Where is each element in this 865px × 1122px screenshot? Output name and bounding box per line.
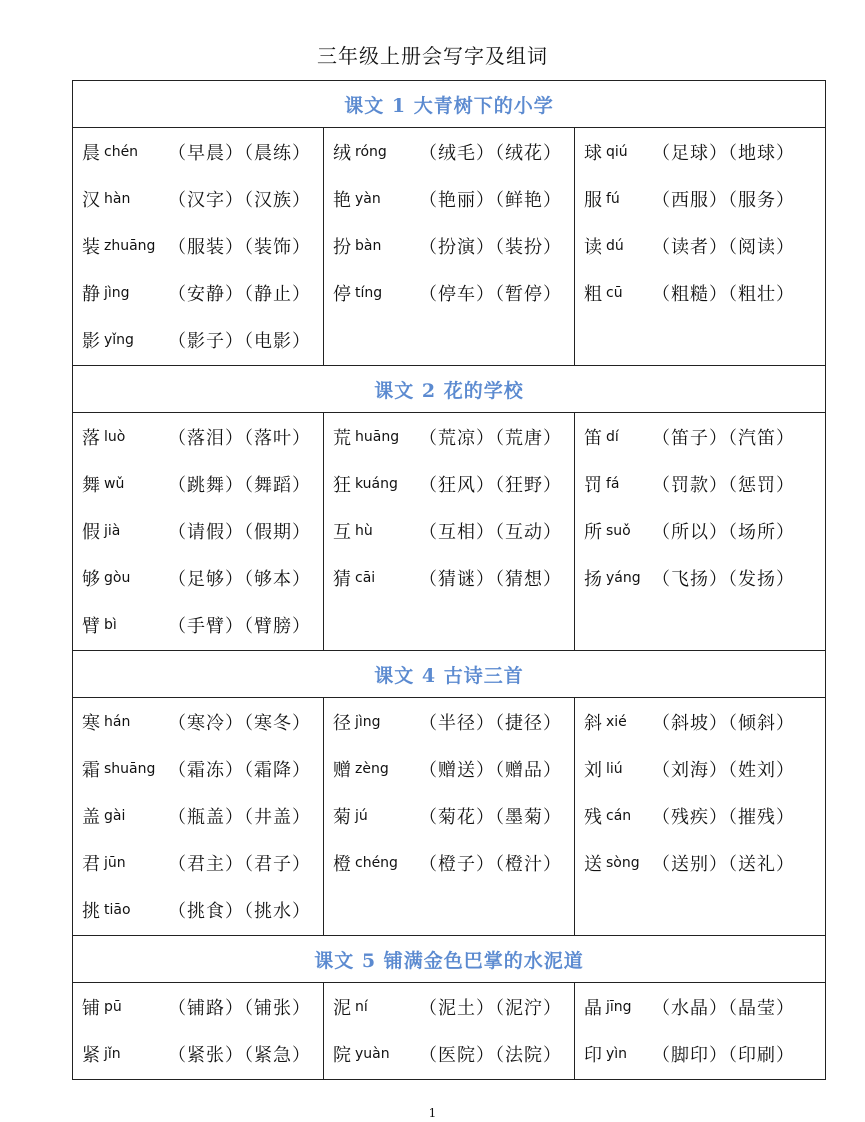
vocab-pinyin: hán bbox=[104, 713, 131, 730]
vocab-entry bbox=[575, 698, 825, 745]
vocab-words: （残疾）（摧残） bbox=[652, 806, 795, 828]
vocab-pinyin: yuàn bbox=[355, 1045, 390, 1062]
vocab-entry bbox=[575, 175, 825, 222]
vocab-words: （送别）（送礼） bbox=[652, 853, 795, 875]
vocab-pinyin: bì bbox=[104, 616, 117, 633]
vocab-words: （跳舞）（舞蹈） bbox=[168, 474, 311, 496]
vocab-words: （橙子）（橙汁） bbox=[419, 853, 562, 875]
vocab-character: 君 bbox=[82, 853, 100, 875]
vocab-words: （互相）（互动） bbox=[419, 521, 562, 543]
vocab-entry bbox=[73, 269, 323, 316]
vocab-entry bbox=[73, 601, 323, 648]
vocab-pinyin: jūn bbox=[104, 854, 126, 871]
lesson-column bbox=[324, 983, 575, 1080]
vocab-entry bbox=[324, 128, 574, 175]
vocab-entry bbox=[73, 983, 323, 1030]
lesson-column bbox=[73, 983, 324, 1080]
vocab-words: （斜坡）（倾斜） bbox=[652, 712, 795, 734]
vocab-entry bbox=[575, 839, 825, 886]
vocab-entry bbox=[73, 745, 323, 792]
lesson-heading: 课文 1 大青树下的小学 bbox=[73, 81, 826, 128]
vocab-entry bbox=[73, 886, 323, 933]
vocab-character: 互 bbox=[333, 521, 351, 543]
vocab-pinyin: cāi bbox=[355, 569, 376, 586]
vocabulary-table bbox=[72, 80, 826, 1080]
vocab-entry bbox=[324, 175, 574, 222]
vocab-words: （请假）（假期） bbox=[168, 521, 311, 543]
vocab-pinyin: gài bbox=[104, 807, 126, 824]
vocab-pinyin: ní bbox=[355, 998, 368, 1015]
vocab-entry bbox=[73, 128, 323, 175]
vocab-entry bbox=[324, 698, 574, 745]
vocab-words: （手臂）（臂膀） bbox=[168, 615, 311, 637]
vocab-character: 服 bbox=[584, 189, 602, 211]
vocab-pinyin: fú bbox=[606, 190, 620, 207]
vocab-pinyin: shuāng bbox=[104, 760, 156, 777]
vocab-words: （君主）（君子） bbox=[168, 853, 311, 875]
vocab-words: （停车）（暂停） bbox=[419, 283, 562, 305]
vocab-character: 泥 bbox=[333, 997, 351, 1019]
vocab-entry bbox=[73, 507, 323, 554]
lesson-body-row bbox=[73, 698, 826, 936]
vocab-words: （汉字）（汉族） bbox=[168, 189, 311, 211]
vocab-entry bbox=[73, 792, 323, 839]
vocab-words: （猜谜）（猜想） bbox=[419, 568, 562, 590]
vocab-words: （泥土）（泥泞） bbox=[419, 997, 562, 1019]
vocab-character: 霜 bbox=[82, 759, 100, 781]
vocab-pinyin: hàn bbox=[104, 190, 131, 207]
vocab-entry bbox=[324, 983, 574, 1030]
vocab-entry bbox=[324, 839, 574, 886]
vocab-entry bbox=[324, 792, 574, 839]
vocab-pinyin: suǒ bbox=[606, 522, 631, 539]
vocab-character: 艳 bbox=[333, 189, 351, 211]
vocab-words: （足球）（地球） bbox=[652, 142, 795, 164]
vocab-words: （影子）（电影） bbox=[168, 330, 311, 352]
vocab-pinyin: wǔ bbox=[104, 475, 125, 492]
lesson-heading: 课文 2 花的学校 bbox=[73, 366, 826, 413]
vocab-pinyin: dú bbox=[606, 237, 624, 254]
vocab-words: （所以）（场所） bbox=[652, 521, 795, 543]
vocab-character: 够 bbox=[82, 568, 100, 590]
vocab-words: （早晨）（晨练） bbox=[168, 142, 311, 164]
vocab-words: （铺路）（铺张） bbox=[168, 997, 311, 1019]
vocab-entry bbox=[575, 983, 825, 1030]
vocab-character: 笛 bbox=[584, 427, 602, 449]
vocab-pinyin: jià bbox=[104, 522, 121, 539]
vocab-pinyin: yáng bbox=[606, 569, 641, 586]
vocab-entry bbox=[324, 413, 574, 460]
vocab-pinyin: jìng bbox=[104, 284, 130, 301]
vocab-character: 所 bbox=[584, 521, 602, 543]
vocab-words: （粗糙）（粗壮） bbox=[652, 283, 795, 305]
vocab-words: （扮演）（装扮） bbox=[419, 236, 562, 258]
vocab-character: 赠 bbox=[333, 759, 351, 781]
vocab-entry bbox=[73, 698, 323, 745]
vocab-pinyin: cū bbox=[606, 284, 623, 301]
vocab-character: 汉 bbox=[82, 189, 100, 211]
lesson-heading-row bbox=[73, 366, 826, 413]
vocab-entry bbox=[73, 413, 323, 460]
vocab-entry bbox=[575, 792, 825, 839]
vocab-pinyin: jīng bbox=[606, 998, 632, 1015]
lesson-column bbox=[575, 698, 826, 936]
vocab-words: （安静）（静止） bbox=[168, 283, 311, 305]
vocab-words: （足够）（够本） bbox=[168, 568, 311, 590]
vocab-entry bbox=[575, 1030, 825, 1077]
vocab-pinyin: jú bbox=[355, 807, 368, 824]
vocab-character: 印 bbox=[584, 1044, 602, 1066]
vocab-entry bbox=[575, 269, 825, 316]
vocab-character: 荒 bbox=[333, 427, 351, 449]
lesson-column bbox=[324, 698, 575, 936]
vocab-entry bbox=[324, 222, 574, 269]
vocab-character: 残 bbox=[584, 806, 602, 828]
vocab-pinyin: hù bbox=[355, 522, 373, 539]
vocab-entry bbox=[575, 128, 825, 175]
vocab-character: 刘 bbox=[584, 759, 602, 781]
vocab-character: 装 bbox=[82, 236, 100, 258]
vocab-words: （赠送）（赠品） bbox=[419, 759, 562, 781]
lesson-heading-row bbox=[73, 651, 826, 698]
vocab-character: 停 bbox=[333, 283, 351, 305]
vocab-entry bbox=[575, 507, 825, 554]
vocab-character: 粗 bbox=[584, 283, 602, 305]
vocab-words: （落泪）（落叶） bbox=[168, 427, 311, 449]
vocab-character: 橙 bbox=[333, 853, 351, 875]
vocab-entry bbox=[73, 222, 323, 269]
vocab-words: （飞扬）（发扬） bbox=[652, 568, 795, 590]
vocab-pinyin: jìng bbox=[355, 713, 381, 730]
vocab-words: （读者）（阅读） bbox=[652, 236, 795, 258]
vocab-pinyin: tiāo bbox=[104, 901, 131, 918]
vocab-pinyin: chéng bbox=[355, 854, 398, 871]
vocab-character: 紧 bbox=[82, 1044, 100, 1066]
vocab-words: （霜冻）（霜降） bbox=[168, 759, 311, 781]
vocab-character: 落 bbox=[82, 427, 100, 449]
vocab-entry bbox=[324, 554, 574, 601]
vocab-words: （艳丽）（鲜艳） bbox=[419, 189, 562, 211]
vocab-character: 斜 bbox=[584, 712, 602, 734]
vocab-entry bbox=[575, 554, 825, 601]
vocab-character: 铺 bbox=[82, 997, 100, 1019]
vocab-words: （笛子）（汽笛） bbox=[652, 427, 795, 449]
vocab-character: 舞 bbox=[82, 474, 100, 496]
lesson-column bbox=[575, 413, 826, 651]
vocab-entry bbox=[73, 1030, 323, 1077]
vocab-character: 读 bbox=[584, 236, 602, 258]
vocab-character: 盖 bbox=[82, 806, 100, 828]
lesson-column bbox=[324, 413, 575, 651]
vocab-words: （西服）（服务） bbox=[652, 189, 795, 211]
lesson-heading: 课文 5 铺满金色巴掌的水泥道 bbox=[73, 936, 826, 983]
vocab-entry bbox=[324, 507, 574, 554]
vocab-words: （寒冷）（寒冬） bbox=[168, 712, 311, 734]
vocab-pinyin: kuáng bbox=[355, 475, 398, 492]
vocab-character: 晶 bbox=[584, 997, 602, 1019]
vocab-words: （紧张）（紧急） bbox=[168, 1044, 311, 1066]
vocab-character: 晨 bbox=[82, 142, 100, 164]
vocab-words: （罚款）（惩罚） bbox=[652, 474, 795, 496]
vocab-pinyin: dí bbox=[606, 428, 619, 445]
vocab-pinyin: zhuāng bbox=[104, 237, 156, 254]
vocab-character: 挑 bbox=[82, 900, 100, 922]
vocab-entry bbox=[575, 460, 825, 507]
vocab-entry bbox=[575, 745, 825, 792]
vocab-pinyin: liú bbox=[606, 760, 623, 777]
vocab-character: 寒 bbox=[82, 712, 100, 734]
lesson-column bbox=[73, 698, 324, 936]
vocab-entry bbox=[575, 413, 825, 460]
vocab-words: （荒凉）（荒唐） bbox=[419, 427, 562, 449]
lesson-body-row bbox=[73, 413, 826, 651]
vocab-character: 送 bbox=[584, 853, 602, 875]
vocab-words: （半径）（捷径） bbox=[419, 712, 562, 734]
vocab-entry bbox=[575, 222, 825, 269]
vocab-pinyin: xié bbox=[606, 713, 627, 730]
vocab-character: 扮 bbox=[333, 236, 351, 258]
lesson-column bbox=[575, 983, 826, 1080]
lesson-column bbox=[575, 128, 826, 366]
vocab-character: 院 bbox=[333, 1044, 351, 1066]
vocab-pinyin: róng bbox=[355, 143, 387, 160]
vocab-pinyin: yàn bbox=[355, 190, 381, 207]
vocab-pinyin: tíng bbox=[355, 284, 383, 301]
vocab-character: 罚 bbox=[584, 474, 602, 496]
vocab-pinyin: chén bbox=[104, 143, 139, 160]
lesson-column bbox=[73, 128, 324, 366]
page-title: 三年级上册会写字及组词 bbox=[317, 44, 548, 68]
vocab-pinyin: luò bbox=[104, 428, 126, 445]
vocab-words: （狂风）（狂野） bbox=[419, 474, 562, 496]
vocab-pinyin: sòng bbox=[606, 854, 640, 871]
vocab-entry bbox=[324, 1030, 574, 1077]
vocab-character: 静 bbox=[82, 283, 100, 305]
vocab-character: 径 bbox=[333, 712, 351, 734]
vocab-words: （挑食）（挑水） bbox=[168, 900, 311, 922]
lesson-column bbox=[73, 413, 324, 651]
lesson-heading: 课文 4 古诗三首 bbox=[73, 651, 826, 698]
vocab-pinyin: fá bbox=[606, 475, 620, 492]
vocab-character: 假 bbox=[82, 521, 100, 543]
vocab-words: （医院）（法院） bbox=[419, 1044, 562, 1066]
lesson-heading-row bbox=[73, 936, 826, 983]
vocab-pinyin: zèng bbox=[355, 760, 389, 777]
vocab-pinyin: gòu bbox=[104, 569, 131, 586]
vocab-pinyin: huāng bbox=[355, 428, 400, 445]
vocab-pinyin: pū bbox=[104, 998, 122, 1015]
vocab-character: 狂 bbox=[333, 474, 351, 496]
vocab-character: 绒 bbox=[333, 142, 351, 164]
vocab-character: 影 bbox=[82, 330, 100, 352]
vocab-character: 臂 bbox=[82, 615, 100, 637]
lesson-heading-row bbox=[73, 81, 826, 128]
vocab-character: 扬 bbox=[584, 568, 602, 590]
vocab-words: （刘海）（姓刘） bbox=[652, 759, 795, 781]
vocab-pinyin: yìn bbox=[606, 1045, 628, 1062]
lesson-column bbox=[324, 128, 575, 366]
vocab-entry bbox=[324, 269, 574, 316]
vocab-entry bbox=[73, 316, 323, 363]
vocab-character: 猜 bbox=[333, 568, 351, 590]
vocab-pinyin: jǐn bbox=[104, 1045, 121, 1062]
vocab-entry bbox=[324, 745, 574, 792]
vocab-character: 球 bbox=[584, 142, 602, 164]
vocab-entry bbox=[324, 460, 574, 507]
vocab-words: （绒毛）（绒花） bbox=[419, 142, 562, 164]
vocab-entry bbox=[73, 175, 323, 222]
vocab-entry bbox=[73, 839, 323, 886]
vocab-words: （菊花）（墨菊） bbox=[419, 806, 562, 828]
vocab-pinyin: cán bbox=[606, 807, 632, 824]
vocab-pinyin: qiú bbox=[606, 143, 628, 160]
vocab-words: （脚印）（印刷） bbox=[652, 1044, 795, 1066]
vocab-pinyin: bàn bbox=[355, 237, 382, 254]
vocab-entry bbox=[73, 554, 323, 601]
vocab-words: （瓶盖）（井盖） bbox=[168, 806, 311, 828]
vocab-pinyin: yǐng bbox=[104, 331, 134, 348]
lesson-body-row bbox=[73, 983, 826, 1080]
page-number: 1 bbox=[428, 1106, 437, 1120]
vocab-words: （服装）（装饰） bbox=[168, 236, 311, 258]
vocab-entry bbox=[73, 460, 323, 507]
lesson-body-row bbox=[73, 128, 826, 366]
vocab-character: 菊 bbox=[333, 806, 351, 828]
vocab-words: （水晶）（晶莹） bbox=[652, 997, 795, 1019]
